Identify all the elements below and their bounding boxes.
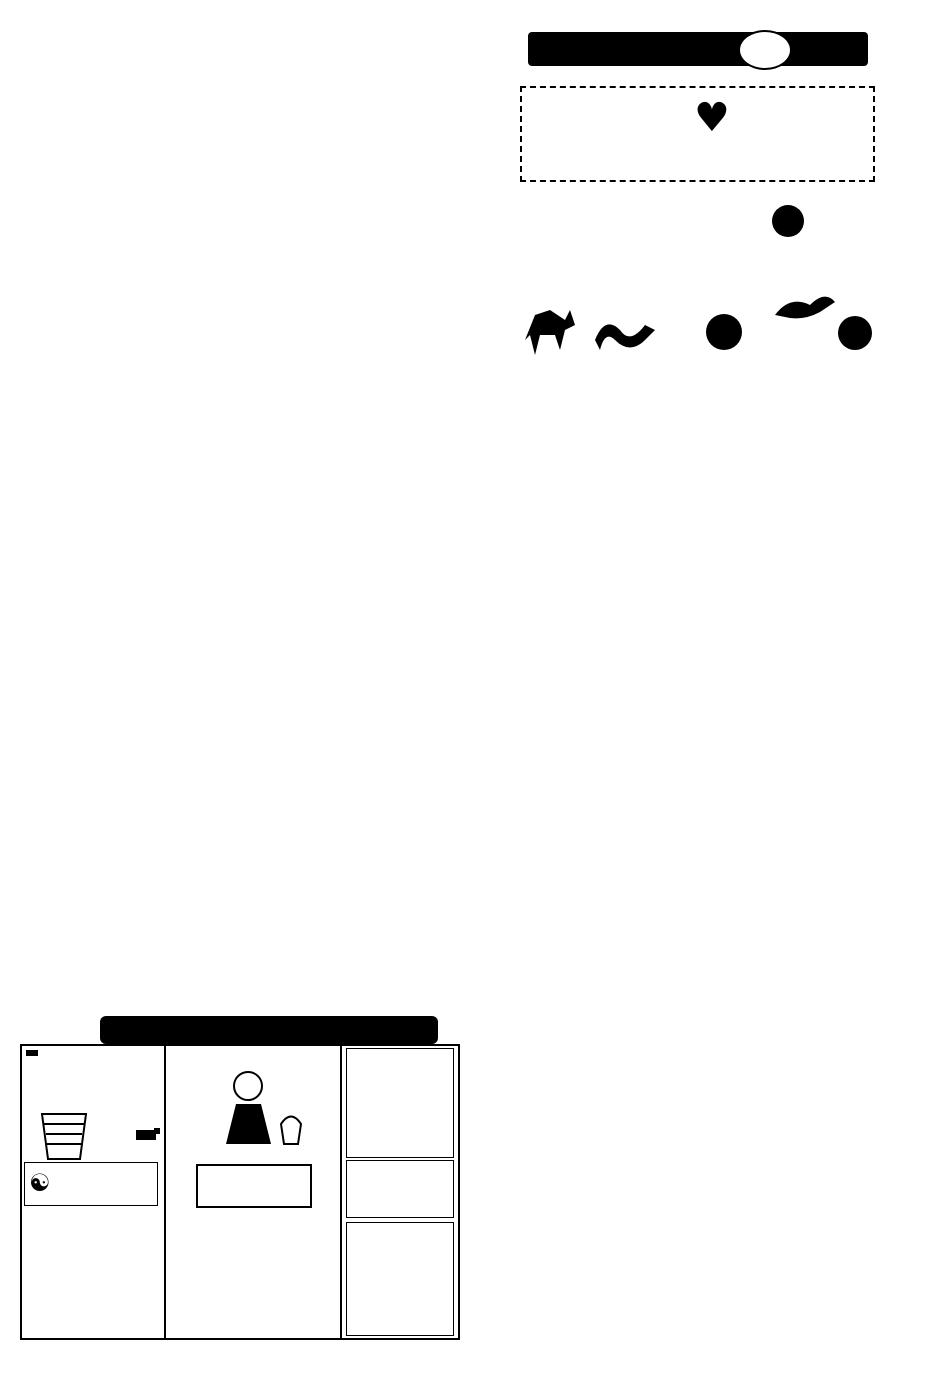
- cow-icon: [132, 1126, 162, 1146]
- seal-label: [347, 1257, 453, 1261]
- panel-left: [20, 1044, 166, 1340]
- ball-20: [838, 316, 872, 350]
- panel-title: [100, 1016, 438, 1044]
- right-label: [347, 1223, 453, 1227]
- ball-45: [706, 314, 742, 350]
- poem-box: [24, 1162, 158, 1206]
- logo-icon: [738, 30, 792, 70]
- news-box: [520, 86, 875, 182]
- scholar-icon: [206, 1064, 306, 1154]
- right-poem-2: [347, 1245, 453, 1249]
- right-poem-box: [346, 1222, 454, 1336]
- compass: [346, 1048, 454, 1158]
- left-title: [26, 1050, 38, 1056]
- heart-icon: ♥: [694, 95, 730, 141]
- panel-right: [342, 1044, 460, 1340]
- ball-27: [772, 205, 804, 237]
- bucket-icon: [34, 1104, 94, 1164]
- yinyang-icon: ☯: [29, 1169, 51, 1197]
- news-banner: [528, 32, 868, 66]
- bird-icon: [770, 290, 840, 330]
- middle-title: [196, 1164, 312, 1208]
- direction-box: [346, 1160, 454, 1218]
- panel-middle: [166, 1044, 342, 1340]
- dragon-icon: [590, 310, 660, 360]
- horse-icon: [520, 300, 580, 360]
